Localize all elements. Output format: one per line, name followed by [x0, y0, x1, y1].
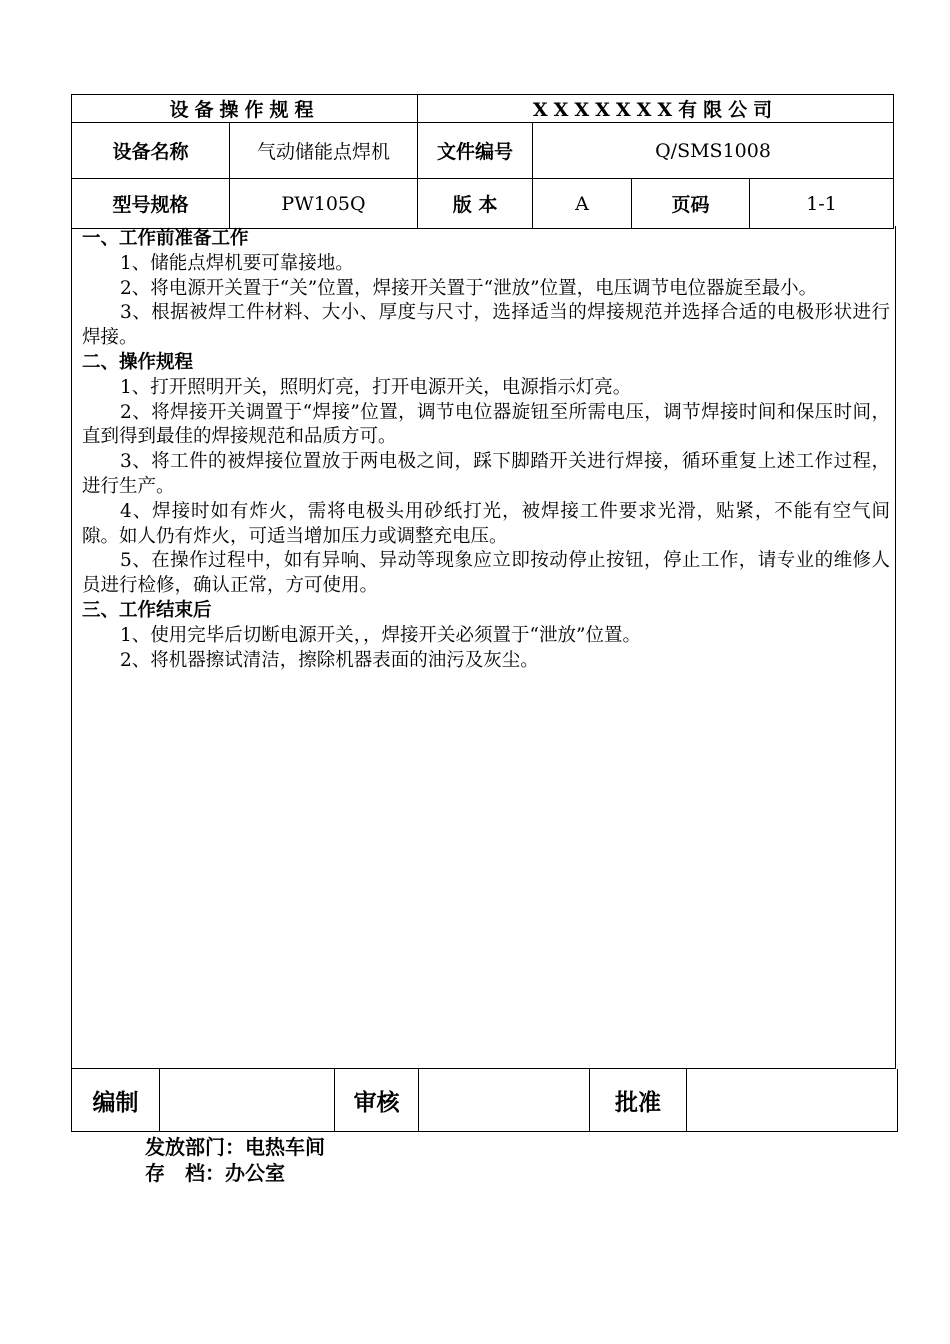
issue-department: 发放部门：电热车间 [145, 1135, 325, 1159]
list-item: 4、焊接时如有炸火，需将电极头用砂纸打光，被焊接工件要求光滑，贴紧，不能有空气间隙。如人仍有炸火，可适当增加压力或调整充电压。 [82, 500, 890, 547]
company-name: XXXXXXX有限公司 [418, 95, 894, 123]
section-title: 三、工作结束后 [82, 599, 212, 621]
section-title: 一、工作前准备工作 [82, 228, 249, 249]
list-item: 1、使用完毕后切断电源开关，，焊接开关必须置于“泄放”位置。 [120, 624, 641, 646]
approve-label: 批准 [590, 1069, 687, 1132]
page-value: 1-1 [750, 179, 894, 229]
file-no-value: Q/SMS1008 [533, 123, 894, 179]
signoff-table [71, 1069, 898, 1132]
procedure-body [71, 226, 896, 1069]
model-label: 型号规格 [72, 179, 230, 229]
section-title: 二、操作规程 [82, 351, 194, 373]
header-table [71, 94, 894, 229]
review-label: 审核 [335, 1069, 419, 1132]
list-item: 5、在操作过程中，如有异响、异动等现象应立即按动停止按钮，停止工作，请专业的维修人员进行检修，确认正常，方可使用。 [82, 550, 890, 597]
compile-signature-field [160, 1069, 335, 1132]
list-item: 2、将电源开关置于“关”位置，焊接开关置于“泄放”位置，电压调节电位器旋至最小。 [120, 277, 818, 299]
list-item: 3、根据被焊工件材料、大小、厚度与尺寸，选择适当的焊接规范并选择合适的电极形状进行焊接。 [82, 302, 890, 349]
model-value: PW105Q [230, 179, 418, 229]
approve-signature-field [687, 1069, 898, 1132]
list-item: 3、将工件的被焊接位置放于两电极之间，踩下脚踏开关进行焊接，循环重复上述工作过程，进行生产。 [82, 451, 890, 497]
compile-label: 编制 [72, 1069, 160, 1132]
list-item: 1、打开照明开关，照明灯亮，打开电源开关，电源指示灯亮。 [120, 376, 632, 398]
version-value: A [533, 179, 632, 229]
list-item: 2、将机器擦试清洁，擦除机器表面的油污及灰尘。 [120, 649, 539, 671]
archive-location: 存 档：办公室 [145, 1161, 285, 1185]
version-label: 版 本 [418, 179, 533, 229]
procedure-text [82, 227, 890, 673]
review-signature-field [419, 1069, 590, 1132]
page-label: 页码 [632, 179, 750, 229]
file-no-label: 文件编号 [418, 123, 533, 179]
doc-type: 设备操作规程 [72, 95, 418, 123]
list-item: 2、将焊接开关调置于“焊接”位置，调节电位器旋钮至所需电压，调节焊接时间和保压时间，直到得到最佳的焊接规范和品质方可。 [82, 401, 890, 448]
list-item: 1、储能点焊机要可靠接地。 [120, 252, 354, 274]
equipment-name-label: 设备名称 [72, 123, 230, 179]
equipment-name-value: 气动储能点焊机 [230, 123, 418, 179]
